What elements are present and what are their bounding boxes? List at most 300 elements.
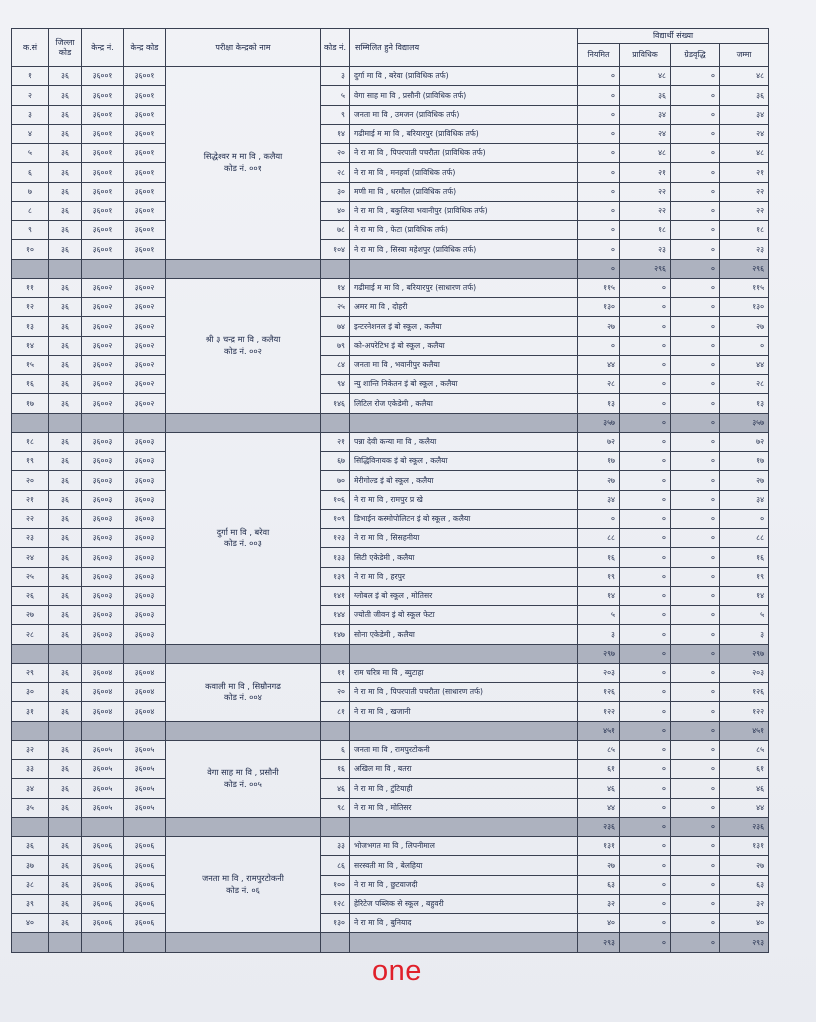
school-code-cell: १००: [321, 875, 350, 894]
regular-count-cell: १९: [578, 567, 620, 586]
district-code-cell: ३६: [49, 760, 82, 779]
serial-cell: ४०: [12, 914, 49, 933]
technical-count-cell: ०: [620, 663, 671, 682]
district-code-cell: ३६: [49, 163, 82, 182]
exam-center-table: [11, 28, 769, 953]
center-no-cell: ३६००३: [82, 567, 124, 586]
school-name-cell: सोना एकेडेमी , कलैया: [350, 625, 578, 644]
subtotal-empty-cell: [124, 644, 166, 663]
technical-count-cell: ४८: [620, 67, 671, 86]
grade-upgrade-count-cell: ०: [671, 663, 720, 682]
table-row: [12, 509, 769, 528]
regular-count-cell: २०३: [578, 663, 620, 682]
district-code-cell: ३६: [49, 625, 82, 644]
technical-count-cell: ०: [620, 529, 671, 548]
total-count-cell: ११५: [720, 278, 769, 297]
center-code-cell: ३६००२: [124, 394, 166, 413]
district-code-cell: ३६: [49, 837, 82, 856]
district-code-cell: ३६: [49, 221, 82, 240]
district-code-cell: ३६: [49, 375, 82, 394]
table-row: [12, 201, 769, 220]
grade-upgrade-count-cell: ०: [671, 683, 720, 702]
grade-upgrade-count-cell: ०: [671, 586, 720, 605]
district-code-cell: ३६: [49, 336, 82, 355]
center-code-cell: ३६००१: [124, 144, 166, 163]
school-code-cell: ९: [321, 105, 350, 124]
regular-count-cell: १२६: [578, 683, 620, 702]
school-name-cell: जनता मा वि , उमजन (प्राविधिक तर्फ): [350, 105, 578, 124]
subtotal-empty-cell: [12, 721, 49, 740]
district-code-cell: ३६: [49, 567, 82, 586]
table-row: [12, 625, 769, 644]
header-district-code: जिल्ला कोड: [49, 29, 82, 67]
school-name-cell: अमर मा वि , दोहरी: [350, 298, 578, 317]
total-count-cell: ४८: [720, 144, 769, 163]
grade-upgrade-count-cell: ०: [671, 837, 720, 856]
subtotal-empty-cell: [350, 933, 578, 952]
school-name-cell: लिटिल रोज एकेडेमी , कलैया: [350, 394, 578, 413]
center-code-cell: ३६००६: [124, 914, 166, 933]
regular-count-cell: २८: [578, 375, 620, 394]
school-name-cell: सिद्धिविनायक इं बो स्कूल , कलैया: [350, 452, 578, 471]
school-name-cell: हेरिटेज पब्लिक से स्कूल , बहुवरी: [350, 894, 578, 913]
school-name-cell: ज्योती जीवन इं बो स्कूल फेटा: [350, 606, 578, 625]
technical-count-cell: ०: [620, 894, 671, 913]
regular-count-cell: ०: [578, 336, 620, 355]
table-row: [12, 221, 769, 240]
table-row: [12, 471, 769, 490]
total-count-cell: ३४: [720, 105, 769, 124]
subtotal-total: २९७: [720, 644, 769, 663]
district-code-cell: ३६: [49, 278, 82, 297]
exam-center-name: जनता मा वि , रामपुरटोकनी: [202, 873, 284, 884]
center-code-cell: ३६००१: [124, 221, 166, 240]
regular-count-cell: ०: [578, 105, 620, 124]
table-row: [12, 760, 769, 779]
school-name-cell: को-अपरेटिभ इं बो स्कूल , कलैया: [350, 336, 578, 355]
center-no-cell: ३६००२: [82, 336, 124, 355]
exam-center-code-label: कोड नं. ००२: [224, 345, 262, 356]
center-no-cell: ३६००३: [82, 586, 124, 605]
subtotal-total: ३५७: [720, 413, 769, 432]
serial-cell: ११: [12, 278, 49, 297]
school-name-cell: ने रा मा वि , हरपुर: [350, 567, 578, 586]
subtotal-regular: २३६: [578, 817, 620, 836]
grade-upgrade-count-cell: ०: [671, 760, 720, 779]
district-code-cell: ३६: [49, 240, 82, 259]
technical-count-cell: ०: [620, 432, 671, 451]
subtotal-empty-cell: [124, 817, 166, 836]
subtotal-regular: ३५७: [578, 413, 620, 432]
school-code-cell: १३३: [321, 548, 350, 567]
serial-cell: १०: [12, 240, 49, 259]
subtotal-empty-cell: [49, 259, 82, 278]
subtotal-empty-cell: [166, 933, 321, 952]
table-row: [12, 837, 769, 856]
center-code-cell: ३६००६: [124, 837, 166, 856]
subtotal-empty-cell: [12, 644, 49, 663]
school-name-cell: राम चरित्र मा वि , ब्युटाहा: [350, 663, 578, 682]
grade-upgrade-count-cell: ०: [671, 221, 720, 240]
district-code-cell: ३६: [49, 317, 82, 336]
school-name-cell: वेगा साह मा वि , प्रसौनी (प्राविधिक तर्फ): [350, 86, 578, 105]
table-row: [12, 144, 769, 163]
school-code-cell: १४: [321, 124, 350, 143]
table-row: [12, 702, 769, 721]
regular-count-cell: ३: [578, 625, 620, 644]
serial-cell: ३८: [12, 875, 49, 894]
subtotal-empty-cell: [124, 933, 166, 952]
center-code-cell: ३६००१: [124, 105, 166, 124]
school-code-cell: १३९: [321, 567, 350, 586]
subtotal-empty-cell: [350, 817, 578, 836]
regular-count-cell: ७२: [578, 432, 620, 451]
center-no-cell: ३६००५: [82, 760, 124, 779]
subtotal-grade-upgrade: ०: [671, 817, 720, 836]
center-code-cell: ३६००३: [124, 452, 166, 471]
center-code-cell: ३६००२: [124, 298, 166, 317]
subtotal-empty-cell: [82, 413, 124, 432]
center-code-cell: ३६००३: [124, 606, 166, 625]
school-code-cell: ८४: [321, 355, 350, 374]
header-exam-center-name: परीक्षा केन्द्रको नाम: [166, 29, 321, 67]
serial-cell: २९: [12, 663, 49, 682]
subtotal-empty-cell: [49, 721, 82, 740]
district-code-cell: ३६: [49, 702, 82, 721]
serial-cell: २७: [12, 606, 49, 625]
table-row: [12, 663, 769, 682]
school-name-cell: ने रा मा वि , सिस्वा महेशपुर (प्राविधिक तर्फ): [350, 240, 578, 259]
table-row: [12, 856, 769, 875]
subtotal-grade-upgrade: ०: [671, 933, 720, 952]
school-name-cell: दुर्गा मा वि , बरेवा (प्राविधिक तर्फ): [350, 67, 578, 86]
table-row: [12, 124, 769, 143]
regular-count-cell: ०: [578, 86, 620, 105]
center-no-cell: ३६००१: [82, 201, 124, 220]
subtotal-empty-cell: [321, 259, 350, 278]
center-no-cell: ३६००३: [82, 471, 124, 490]
handwritten-caption: one: [372, 955, 422, 987]
table-row: [12, 683, 769, 702]
technical-count-cell: ०: [620, 567, 671, 586]
subtotal-empty-cell: [350, 721, 578, 740]
total-count-cell: २१: [720, 163, 769, 182]
regular-count-cell: ०: [578, 67, 620, 86]
center-code-cell: ३६००२: [124, 317, 166, 336]
table-row: [12, 240, 769, 259]
school-code-cell: ४०: [321, 201, 350, 220]
center-no-cell: ३६००१: [82, 182, 124, 201]
center-no-cell: ३६००६: [82, 894, 124, 913]
grade-upgrade-count-cell: ०: [671, 894, 720, 913]
regular-count-cell: ८८: [578, 529, 620, 548]
center-code-cell: ३६००५: [124, 798, 166, 817]
school-code-cell: २०: [321, 144, 350, 163]
subtotal-empty-cell: [12, 817, 49, 836]
regular-count-cell: ३२: [578, 894, 620, 913]
technical-count-cell: ०: [620, 606, 671, 625]
technical-count-cell: ०: [620, 683, 671, 702]
center-code-cell: ३६००१: [124, 201, 166, 220]
school-code-cell: १०४: [321, 240, 350, 259]
total-count-cell: १३: [720, 394, 769, 413]
exam-center-name-cell: [166, 837, 321, 933]
regular-count-cell: २७: [578, 317, 620, 336]
district-code-cell: ३६: [49, 86, 82, 105]
regular-count-cell: ४४: [578, 355, 620, 374]
subtotal-regular: २९३: [578, 933, 620, 952]
serial-cell: १५: [12, 355, 49, 374]
center-code-cell: ३६००१: [124, 240, 166, 259]
center-no-cell: ३६००४: [82, 683, 124, 702]
subtotal-empty-cell: [124, 413, 166, 432]
header-center-no: केन्द्र नं.: [82, 29, 124, 67]
table-row: [12, 529, 769, 548]
school-code-cell: ५: [321, 86, 350, 105]
school-code-cell: १३०: [321, 914, 350, 933]
center-no-cell: ३६००२: [82, 394, 124, 413]
header-serial: क.सं: [12, 29, 49, 67]
regular-count-cell: ८५: [578, 740, 620, 759]
total-count-cell: २०३: [720, 663, 769, 682]
technical-count-cell: ०: [620, 702, 671, 721]
center-code-cell: ३६००५: [124, 760, 166, 779]
serial-cell: ३: [12, 105, 49, 124]
subtotal-technical: ०: [620, 817, 671, 836]
technical-count-cell: ०: [620, 837, 671, 856]
center-no-cell: ३६००३: [82, 548, 124, 567]
total-count-cell: १३१: [720, 837, 769, 856]
school-code-cell: ७०: [321, 471, 350, 490]
district-code-cell: ३६: [49, 298, 82, 317]
technical-count-cell: ०: [620, 298, 671, 317]
technical-count-cell: ०: [620, 914, 671, 933]
center-code-cell: ३६००३: [124, 529, 166, 548]
school-code-cell: १०९: [321, 509, 350, 528]
header-grade-upgrade: ग्रेडवृद्धि: [671, 44, 720, 67]
district-code-cell: ३६: [49, 394, 82, 413]
serial-cell: ६: [12, 163, 49, 182]
regular-count-cell: १४: [578, 586, 620, 605]
school-code-cell: १२८: [321, 894, 350, 913]
table-row: [12, 779, 769, 798]
table-body: [12, 67, 769, 953]
serial-cell: २४: [12, 548, 49, 567]
exam-center-code-label: कोड नं. ०६: [226, 884, 260, 895]
total-count-cell: २७: [720, 471, 769, 490]
technical-count-cell: ०: [620, 509, 671, 528]
serial-cell: ५: [12, 144, 49, 163]
serial-cell: ७: [12, 182, 49, 201]
school-name-cell: ने रा मा वि , पिपरपाती पचरौता (साधारण तर्फ): [350, 683, 578, 702]
district-code-cell: ३६: [49, 432, 82, 451]
serial-cell: २: [12, 86, 49, 105]
center-code-cell: ३६००३: [124, 509, 166, 528]
grade-upgrade-count-cell: ०: [671, 432, 720, 451]
subtotal-row: [12, 413, 769, 432]
center-code-cell: ३६००३: [124, 625, 166, 644]
school-name-cell: ने रा मा वि , बुनियाद: [350, 914, 578, 933]
grade-upgrade-count-cell: ०: [671, 625, 720, 644]
district-code-cell: ३६: [49, 683, 82, 702]
subtotal-regular: ०: [578, 259, 620, 278]
table-row: [12, 548, 769, 567]
subtotal-empty-cell: [82, 817, 124, 836]
technical-count-cell: ०: [620, 740, 671, 759]
district-code-cell: ३६: [49, 798, 82, 817]
subtotal-empty-cell: [321, 817, 350, 836]
subtotal-row: [12, 644, 769, 663]
total-count-cell: ८५: [720, 740, 769, 759]
technical-count-cell: ०: [620, 856, 671, 875]
grade-upgrade-count-cell: ०: [671, 124, 720, 143]
district-code-cell: ३६: [49, 355, 82, 374]
center-no-cell: ३६००१: [82, 67, 124, 86]
center-no-cell: ३६००२: [82, 355, 124, 374]
center-code-cell: ३६००६: [124, 894, 166, 913]
serial-cell: २३: [12, 529, 49, 548]
table-row: [12, 182, 769, 201]
serial-cell: ३३: [12, 760, 49, 779]
exam-center-table-wrapper: [11, 28, 768, 953]
center-no-cell: ३६००१: [82, 124, 124, 143]
table-row: [12, 278, 769, 297]
school-code-cell: ११: [321, 663, 350, 682]
grade-upgrade-count-cell: ०: [671, 394, 720, 413]
exam-center-name-cell: [166, 67, 321, 260]
technical-count-cell: २२: [620, 182, 671, 201]
district-code-cell: ३६: [49, 875, 82, 894]
technical-count-cell: ०: [620, 471, 671, 490]
regular-count-cell: ०: [578, 124, 620, 143]
technical-count-cell: ०: [620, 336, 671, 355]
grade-upgrade-count-cell: ०: [671, 875, 720, 894]
table-row: [12, 914, 769, 933]
serial-cell: १९: [12, 452, 49, 471]
serial-cell: १३: [12, 317, 49, 336]
grade-upgrade-count-cell: ०: [671, 86, 720, 105]
technical-count-cell: ०: [620, 875, 671, 894]
grade-upgrade-count-cell: ०: [671, 606, 720, 625]
regular-count-cell: १२२: [578, 702, 620, 721]
school-name-cell: न्यु शान्ति निकेतन इं बो स्कूल , कलैया: [350, 375, 578, 394]
subtotal-empty-cell: [12, 413, 49, 432]
exam-center-name: कवाली मा वि , सिम्रौनगढ: [205, 680, 281, 691]
center-no-cell: ३६००६: [82, 914, 124, 933]
technical-count-cell: ०: [620, 355, 671, 374]
table-row: [12, 567, 769, 586]
school-name-cell: ग्लोबल इं बो स्कूल , मोतिसर: [350, 586, 578, 605]
grade-upgrade-count-cell: ०: [671, 278, 720, 297]
school-name-cell: सरस्वती मा वि , बेलहिया: [350, 856, 578, 875]
subtotal-total: २९६: [720, 259, 769, 278]
subtotal-empty-cell: [166, 259, 321, 278]
total-count-cell: ४४: [720, 798, 769, 817]
serial-cell: २६: [12, 586, 49, 605]
exam-center-name-cell: [166, 740, 321, 817]
total-count-cell: १४: [720, 586, 769, 605]
center-code-cell: ३६००५: [124, 740, 166, 759]
school-name-cell: ने रा मा वि , पिपरपाती पचरौता (प्राविधिक तर्फ): [350, 144, 578, 163]
subtotal-grade-upgrade: ०: [671, 721, 720, 740]
total-count-cell: २८: [720, 375, 769, 394]
center-code-cell: ३६००२: [124, 355, 166, 374]
total-count-cell: ८८: [720, 529, 769, 548]
school-code-cell: १४४: [321, 606, 350, 625]
regular-count-cell: ११५: [578, 278, 620, 297]
regular-count-cell: ६३: [578, 875, 620, 894]
school-code-cell: ३३: [321, 837, 350, 856]
technical-count-cell: २२: [620, 201, 671, 220]
table-row: [12, 586, 769, 605]
school-code-cell: २१: [321, 432, 350, 451]
district-code-cell: ३६: [49, 914, 82, 933]
table-row: [12, 452, 769, 471]
subtotal-empty-cell: [166, 413, 321, 432]
serial-cell: १: [12, 67, 49, 86]
school-code-cell: २०: [321, 683, 350, 702]
subtotal-empty-cell: [166, 644, 321, 663]
subtotal-empty-cell: [124, 259, 166, 278]
center-code-cell: ३६००१: [124, 182, 166, 201]
subtotal-grade-upgrade: ०: [671, 259, 720, 278]
total-count-cell: १६: [720, 548, 769, 567]
center-no-cell: ३६००१: [82, 221, 124, 240]
center-no-cell: ३६००३: [82, 432, 124, 451]
grade-upgrade-count-cell: ०: [671, 471, 720, 490]
subtotal-row: [12, 933, 769, 952]
total-count-cell: ४४: [720, 355, 769, 374]
district-code-cell: ३६: [49, 548, 82, 567]
subtotal-empty-cell: [12, 259, 49, 278]
subtotal-empty-cell: [321, 413, 350, 432]
subtotal-row: [12, 721, 769, 740]
regular-count-cell: १३१: [578, 837, 620, 856]
header-code-no: कोड नं.: [321, 29, 350, 67]
grade-upgrade-count-cell: ०: [671, 182, 720, 201]
school-name-cell: ने रा मा वि , खजानी: [350, 702, 578, 721]
technical-count-cell: ०: [620, 490, 671, 509]
grade-upgrade-count-cell: ०: [671, 490, 720, 509]
exam-center-name: वेगा साह मा वि , प्रसौनी: [207, 767, 279, 778]
district-code-cell: ३६: [49, 740, 82, 759]
technical-count-cell: ०: [620, 452, 671, 471]
header-center-code: केन्द्र कोड: [124, 29, 166, 67]
subtotal-empty-cell: [49, 413, 82, 432]
grade-upgrade-count-cell: ०: [671, 548, 720, 567]
total-count-cell: २७: [720, 317, 769, 336]
exam-center-name: श्री ३ चन्द्र मा वि , कलैया: [205, 334, 281, 345]
technical-count-cell: ०: [620, 798, 671, 817]
center-no-cell: ३६००१: [82, 163, 124, 182]
header-school: सम्मिलित हुने विद्यालय: [350, 29, 578, 67]
district-code-cell: ३६: [49, 529, 82, 548]
school-code-cell: ७९: [321, 336, 350, 355]
exam-center-code-label: कोड नं. ००५: [224, 778, 262, 789]
school-code-cell: २५: [321, 298, 350, 317]
school-code-cell: १४७: [321, 625, 350, 644]
center-code-cell: ३६००५: [124, 779, 166, 798]
district-code-cell: ३६: [49, 856, 82, 875]
district-code-cell: ३६: [49, 663, 82, 682]
subtotal-empty-cell: [82, 644, 124, 663]
total-count-cell: ३६: [720, 86, 769, 105]
serial-cell: ४: [12, 124, 49, 143]
center-no-cell: ३६००३: [82, 452, 124, 471]
subtotal-empty-cell: [82, 721, 124, 740]
center-code-cell: ३६००६: [124, 856, 166, 875]
center-no-cell: ३६००४: [82, 663, 124, 682]
